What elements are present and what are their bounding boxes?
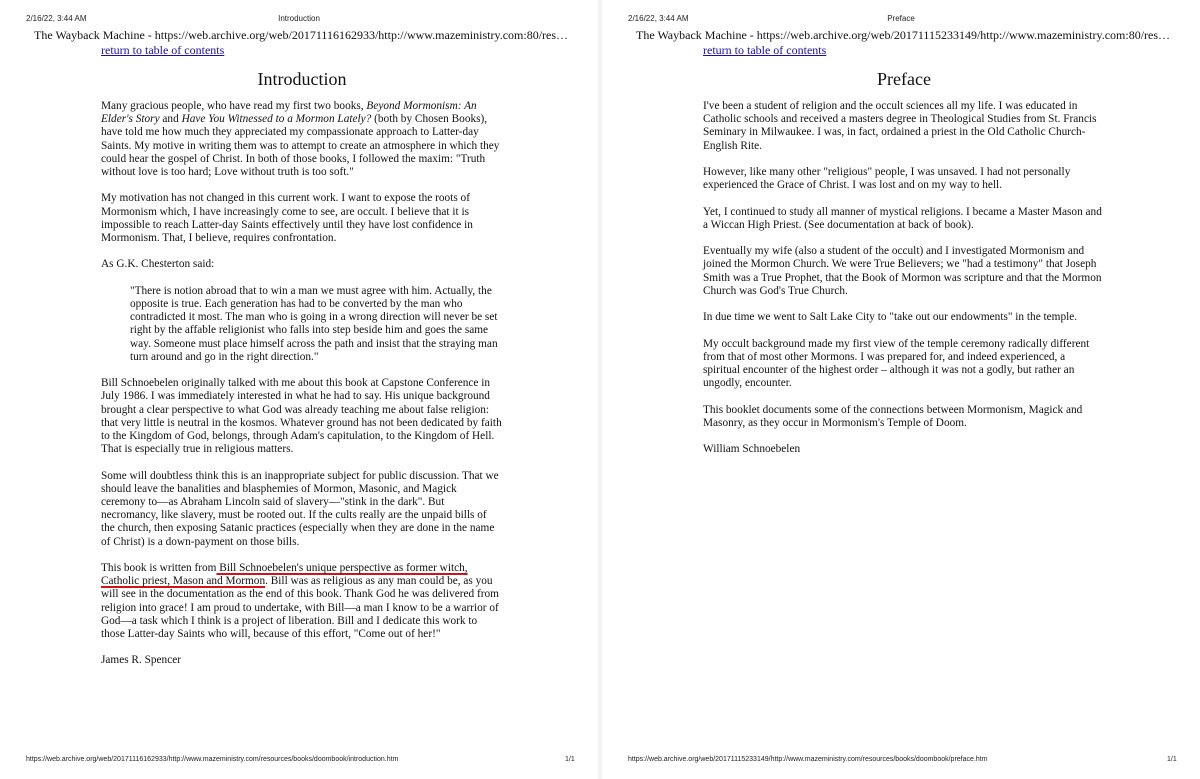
book-title: Have You Witnessed to a Mormon Lately? xyxy=(181,113,372,126)
wayback-banner: The Wayback Machine - https://web.archive.org/web/20171115233149/http://www.mazeministry.com:80/reso… xyxy=(636,28,1176,42)
paragraph: My occult background made my first view of the temple ceremony radically different from that of most other Mormons. I was prepared for, and indeed experienced, a spiritual encounter of the highest order – although it was not a godly, but rather an ungodly, encounter. xyxy=(703,337,1090,390)
page-title: Preface xyxy=(877,69,931,89)
printed-page-introduction xyxy=(0,0,598,779)
print-footer-url: https://web.archive.org/web/20171115233149/http://www.mazeministry.com/resources/books/doombook/preface.htm xyxy=(628,756,988,763)
print-footer-url: https://web.archive.org/web/20171116162933/http://www.mazeministry.com/resources/books/doombook/introduction.htm xyxy=(26,756,399,763)
paragraph: This booklet documents some of the connections between Mormonism, Magick and Masonry, as they occur in Mormonism's Temple of Doom. xyxy=(703,403,1083,429)
signature: James R. Spencer xyxy=(101,654,181,667)
paragraph: As G.K. Chesterton said: xyxy=(101,258,215,271)
print-header-date: 2/16/22, 3:44 AM xyxy=(26,14,87,23)
print-header-title: Introduction xyxy=(278,14,320,23)
article-body xyxy=(703,100,1105,470)
chesterton-quote: "There is notion abroad that to win a man we must agree with him. Actually, the opposite is true. Each generation has had to be converted by the man who contradicted it most. The man who is going in a wrong direction will never be set right by the affable religionist who falls into step beside him and goes the same way. Someone must place himself across the path and insist that the straying man turn around and go in the right direction." xyxy=(130,284,498,363)
paragraph: Eventually my wife (also a student of the occult) and I investigated Mormonism and joined the Mormon Church. We were True Believers; we "had a testimony" that Joseph Smith was a True Prophet, that the Book of Mormon was scripture and that the Mormon Church was God's True Church. xyxy=(703,245,1102,297)
paragraph: This book is written from Bill Schnoebelen's unique perspective as former witch, Catholic priest, Mason and Mormon. Bill was as religious as any man could be, as you will see in the documentation as the end of this book. Thank God he was delivered from religion into grace! I am proud to undertake, with Bill—a man I know to be a warrior of God—a task which I think is a project of liberation. Bill and I dedicate this work to those Latter-day Saints who will, because of this effort, "Come out of her!" xyxy=(101,562,499,641)
paragraph: Many gracious people, who have read my first two books, Beyond Mormonism: An Elder's Story and Have You Witnessed to a Mormon Lately? (both by Chosen Books), have told me how much they appreciated my compassionate approach to Latter-day Saints. My motive in writing them was to attempt to create an atmosphere in which they could hear the gospel of Christ. In both of those books, I followed the maxim: "Truth without love is too hard; Love without truth is too soft." xyxy=(101,100,500,179)
printed-page-preface xyxy=(602,0,1200,779)
print-header-title: Preface xyxy=(887,14,915,23)
page-title: Introduction xyxy=(257,69,347,89)
paragraph: Bill Schnoebelen originally talked with me about this book at Capstone Conference in July 1986. I was immediately interested in what he had to say. His unique background brought a clear perspective to what God was already teaching me about false religion: that very little is neutral in the kosmos. Whatever ground has not been dedicated by faith to the Kingdom of God, belongs, through Adam's capitulation, to the Kingdom of Hell. That is especially true in religious matters. xyxy=(101,377,502,456)
print-footer-page-number: 1/1 xyxy=(565,756,575,763)
paragraph: My motivation has not changed in this current work. I want to expose the roots of Mormonism which, I have increasingly come to see, are occult. I believe that it is impossible to reach Latter-day Saints effectively until they have lost confidence in Mormonism. That, I believe, requires confrontation. xyxy=(101,192,473,245)
print-header-date: 2/16/22, 3:44 AM xyxy=(628,14,689,23)
paragraph: I've been a student of religion and the occult sciences all my life. I was educated in Catholic schools and received a masters degree in Theological Studies from St. Francis Seminary in Milwaukee. I was, in fact, ordained a priest in the Old Catholic Church-English Rite. xyxy=(703,100,1097,152)
paragraph: In due time we went to Salt Lake City to "take out our endowments" in the temple. xyxy=(703,311,1078,324)
signature: William Schnoebelen xyxy=(703,443,801,456)
paragraph: Yet, I continued to study all manner of mystical religions. I became a Master Mason and a Wiccan High Priest. (See documentation at back of book). xyxy=(703,205,1102,231)
print-footer-page-number: 1/1 xyxy=(1167,756,1177,763)
paragraph: However, like many other "religious" people, I was unsaved. I had not personally experienced the Grace of Christ. I was lost and on my way to hell. xyxy=(703,166,1071,192)
red-underline-annotation: Bill Schnoebelen's unique perspective as former witch, Catholic priest, Mason and Mormon xyxy=(101,562,468,588)
book-title: Beyond Mormonism: An Elder's Story xyxy=(101,100,477,126)
return-to-toc-link[interactable]: return to table of contents xyxy=(101,43,225,57)
paragraph: Some will doubtless think this is an inappropriate subject for public discussion. That we should leave the banalities and blasphemies of Mormon, Masonic, and Magick ceremony to—as Abraham Lincoln said of slavery—"stink in the dark". But necromancy, like slavery, must be rooted out. If the cults really are the unpaid bills of the church, then exposing Satanic practices (especially when they are done in the name of Christ) is a down-payment on those bills. xyxy=(101,469,499,548)
wayback-banner: The Wayback Machine - https://web.archive.org/web/20171116162933/http://www.mazeministry.com:80/reso… xyxy=(34,28,574,42)
article-body xyxy=(101,100,503,681)
return-to-toc-link[interactable]: return to table of contents xyxy=(703,43,827,57)
